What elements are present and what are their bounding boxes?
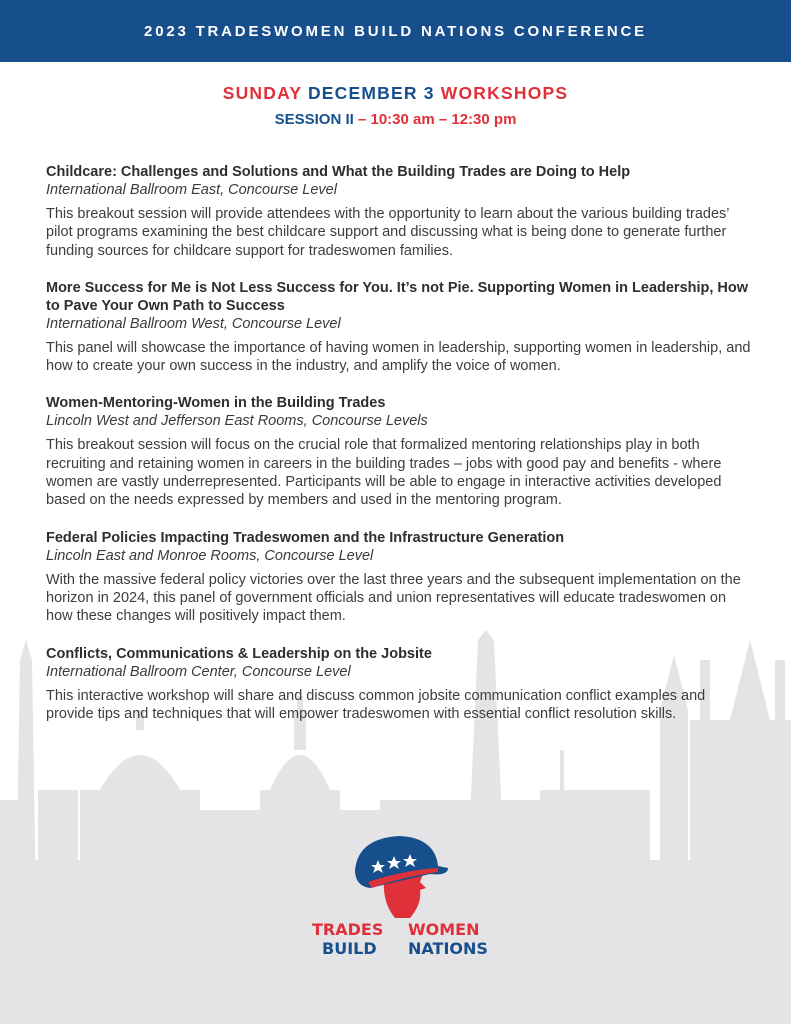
session-time: 10:30 am – 12:30 pm bbox=[370, 111, 517, 128]
workshop-title: Conflicts, Communications & Leadership on the Jobsite bbox=[46, 645, 432, 662]
workshop-item bbox=[46, 279, 756, 376]
session-label: SESSION II bbox=[274, 111, 354, 128]
header-banner bbox=[0, 0, 791, 62]
heading-date: DECEMBER 3 bbox=[307, 83, 435, 103]
logo-build: BUILD bbox=[322, 939, 377, 958]
session-line bbox=[0, 111, 791, 128]
workshop-description: This breakout session will focus on the crucial role that formalized mentoring relationships play in both recruiting and retaining women in careers in the building trades – jobs with good pay and benefits - where women are vastly underrepresented. Participants will be able to engage in interactive activities developed based on the needs expressed by members and used in the mentoring program. bbox=[46, 437, 722, 509]
workshop-location: Lincoln West and Jefferson East Rooms, Concourse Levels bbox=[46, 413, 428, 430]
workshop-description: This panel will showcase the importance of having women in leadership, supporting women in leadership, and how to create your own success in the industry, and amplify the voice of women. bbox=[46, 339, 751, 375]
hardhat-woman-icon bbox=[310, 830, 500, 920]
workshop-description: This breakout session will provide attendees with the opportunity to learn about the various building trades’ pilot programs examining the best childcare support and discussing what is being done to generate further funding sources for childcare support for tradeswomen families. bbox=[46, 206, 729, 259]
logo-trades: TRADES bbox=[312, 920, 384, 939]
tradeswomen-logo bbox=[310, 830, 500, 970]
conference-title: 2023 TRADESWOMEN BUILD NATIONS CONFERENCE bbox=[144, 22, 647, 40]
workshop-list bbox=[46, 163, 756, 742]
workshop-location: International Ballroom East, Concourse Level bbox=[46, 182, 337, 198]
workshop-item bbox=[46, 645, 756, 724]
workshop-location: Lincoln East and Monroe Rooms, Concourse Level bbox=[46, 547, 374, 564]
logo-nations: NATIONS bbox=[408, 939, 488, 958]
workshop-title: Federal Policies Impacting Tradeswomen and the Infrastructure Generation bbox=[46, 529, 565, 546]
workshop-item bbox=[46, 529, 756, 626]
workshop-title: Childcare: Challenges and Solutions and What the Building Trades are Doing to Help bbox=[46, 164, 631, 180]
workshop-item bbox=[46, 394, 756, 509]
workshop-item bbox=[46, 163, 756, 260]
logo-women: WOMEN bbox=[408, 920, 480, 939]
workshop-description: With the massive federal policy victories over the last three years and the subsequent implementation on the horizon in 2024, this panel of government officials and union representatives will educate tradeswomen on how these changes will positively impact them. bbox=[46, 571, 741, 625]
workshop-location: International Ballroom Center, Concourse Level bbox=[46, 663, 351, 680]
session-dash: – bbox=[357, 111, 367, 128]
page-heading bbox=[0, 83, 791, 104]
workshop-title: Women-Mentoring-Women in the Building Trades bbox=[46, 395, 386, 412]
heading-type: WORKSHOPS bbox=[440, 83, 569, 103]
workshop-location: International Ballroom West, Concourse Level bbox=[46, 315, 341, 332]
workshop-title: More Success for Me is Not Less Success for You. It’s not Pie. Supporting Women in Leadership, How to Pave Your Own Path to Success bbox=[46, 279, 749, 314]
heading-day: SUNDAY bbox=[222, 83, 302, 103]
workshop-description: This interactive workshop will share and discuss common jobsite communication conflict examples and provide tips and techniques that will empower tradeswomen with essential conflict resolution skills. bbox=[46, 687, 706, 722]
